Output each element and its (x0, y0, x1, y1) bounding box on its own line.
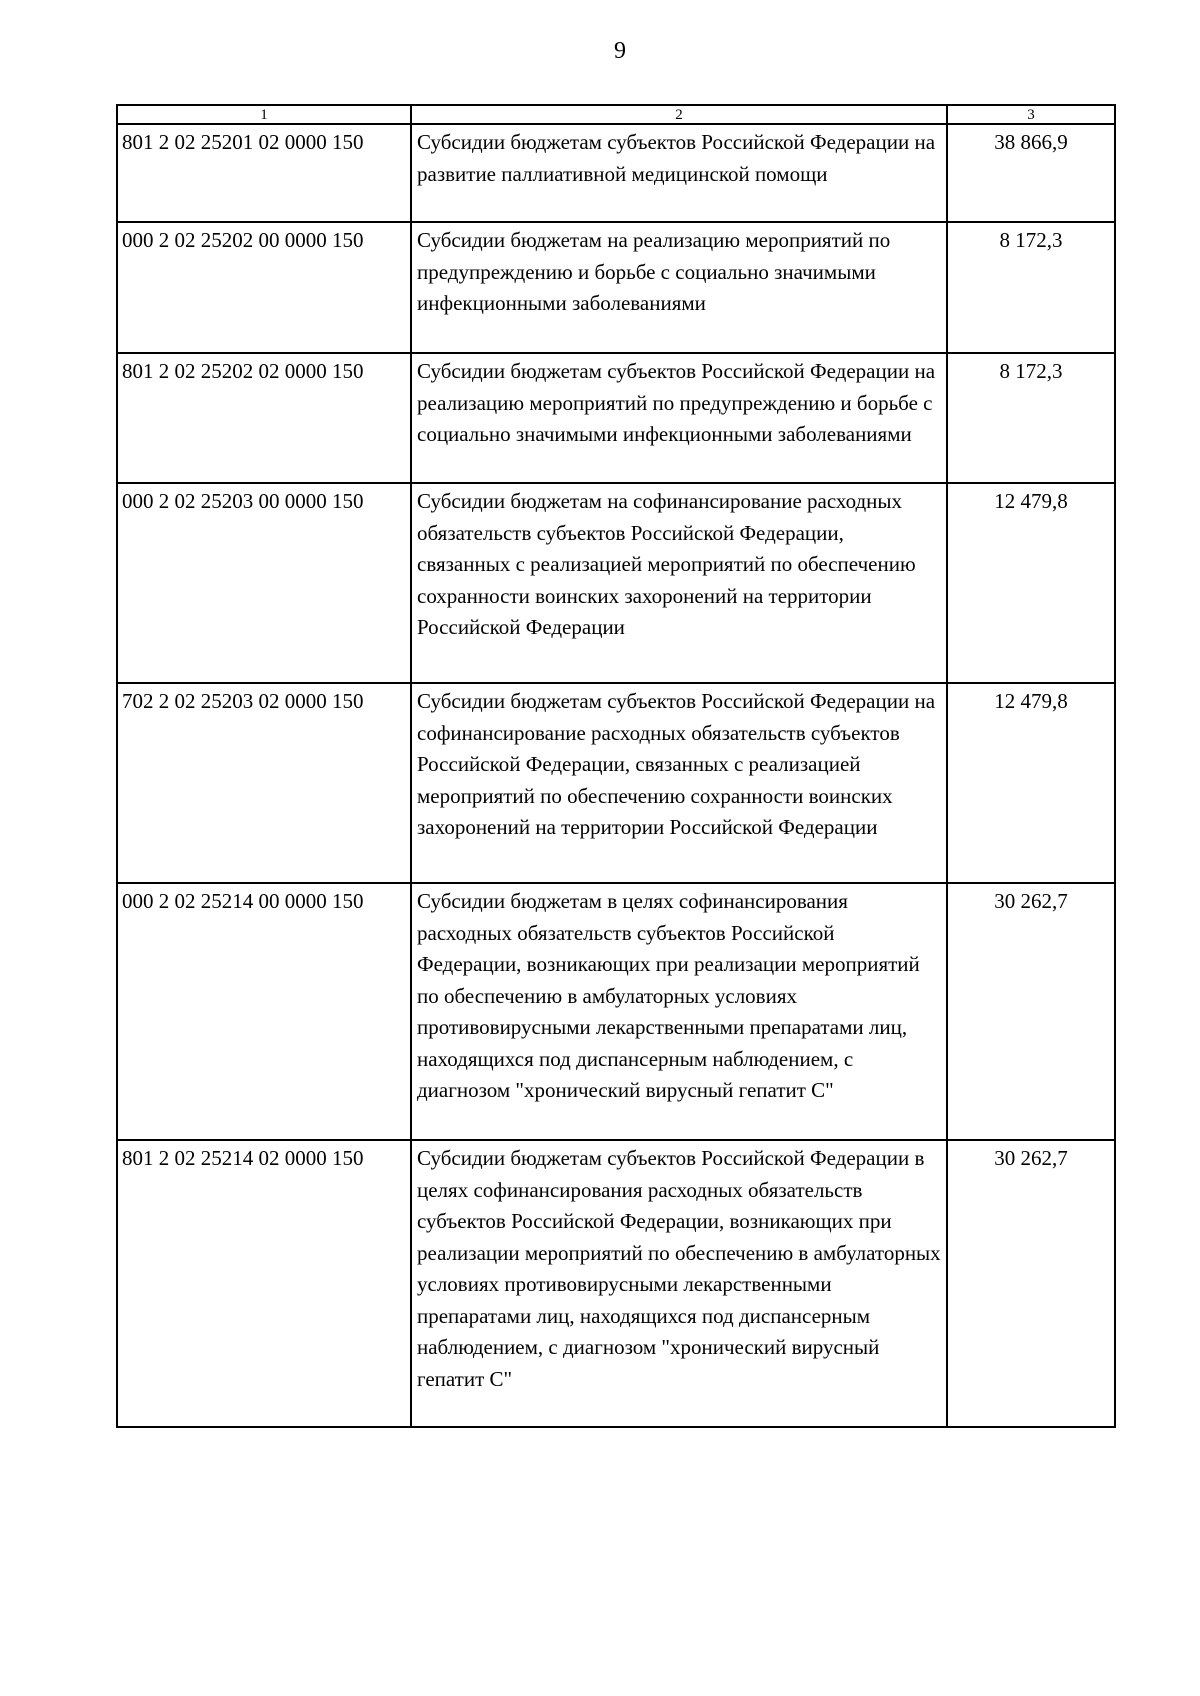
row-amount-cell: 8 172,3 (947, 353, 1115, 483)
page-number: 9 (614, 38, 626, 64)
row-amount-cell: 38 866,9 (947, 124, 1115, 222)
row-code-cell: 801 2 02 25214 02 0000 150 (117, 1140, 411, 1427)
table-row (117, 683, 1115, 883)
column-header-amount: 3 (947, 105, 1115, 124)
table-header (117, 105, 1115, 124)
row-description-cell: Субсидии бюджетам на реализацию мероприятий по предупреждению и борьбе с социально значимыми инфекционными заболеваниями (411, 222, 947, 353)
row-amount-cell: 12 479,8 (947, 483, 1115, 683)
row-code-cell: 702 2 02 25203 02 0000 150 (117, 683, 411, 883)
row-description-cell: Субсидии бюджетам субъектов Российской Федерации на развитие паллиативной медицинской помощи (411, 124, 947, 222)
table-row (117, 1140, 1115, 1427)
row-amount-cell: 12 479,8 (947, 683, 1115, 883)
row-code-cell: 801 2 02 25202 02 0000 150 (117, 353, 411, 483)
row-description-cell: Субсидии бюджетам субъектов Российской Федерации в целях софинансирования расходных обязательств субъектов Российской Федерации, возникающих при реализации мероприятий по обеспечению в амбулаторных условиях противовирусными лекарственными препаратами лиц, находящихся под диспансерным наблюдением, с диагнозом "хронический вирусный гепатит С" (411, 1140, 947, 1427)
table-row (117, 883, 1115, 1140)
table-row (117, 483, 1115, 683)
row-description-cell: Субсидии бюджетам субъектов Российской Федерации на софинансирование расходных обязательств субъектов Российской Федерации, связанных с реализацией мероприятий по обеспечению сохранности воинских захоронений на территории Российской Федерации (411, 683, 947, 883)
row-code-cell: 801 2 02 25201 02 0000 150 (117, 124, 411, 222)
column-header-description: 2 (411, 105, 947, 124)
row-amount-cell: 30 262,7 (947, 883, 1115, 1140)
row-description-cell: Субсидии бюджетам в целях софинансирования расходных обязательств субъектов Российской Федерации, возникающих при реализации мероприятий по обеспечению в амбулаторных условиях противовирусными лекарственными препаратами лиц, находящихся под диспансерным наблюдением, с диагнозом "хронический вирусный гепатит С" (411, 883, 947, 1140)
row-description-cell: Субсидии бюджетам на софинансирование расходных обязательств субъектов Российской Федерации, связанных с реализацией мероприятий по обеспечению сохранности воинских захоронений на территории Российской Федерации (411, 483, 947, 683)
column-header-code: 1 (117, 105, 411, 124)
table-body (117, 124, 1115, 1427)
table-header-row (117, 105, 1115, 124)
table-row (117, 222, 1115, 353)
row-code-cell: 000 2 02 25202 00 0000 150 (117, 222, 411, 353)
row-amount-cell: 30 262,7 (947, 1140, 1115, 1427)
table-row (117, 353, 1115, 483)
row-code-cell: 000 2 02 25203 00 0000 150 (117, 483, 411, 683)
budget-table (116, 104, 1116, 1428)
row-description-cell: Субсидии бюджетам субъектов Российской Федерации на реализацию мероприятий по предупреждению и борьбе с социально значимыми инфекционными заболеваниями (411, 353, 947, 483)
row-code-cell: 000 2 02 25214 00 0000 150 (117, 883, 411, 1140)
table-row (117, 124, 1115, 222)
row-amount-cell: 8 172,3 (947, 222, 1115, 353)
